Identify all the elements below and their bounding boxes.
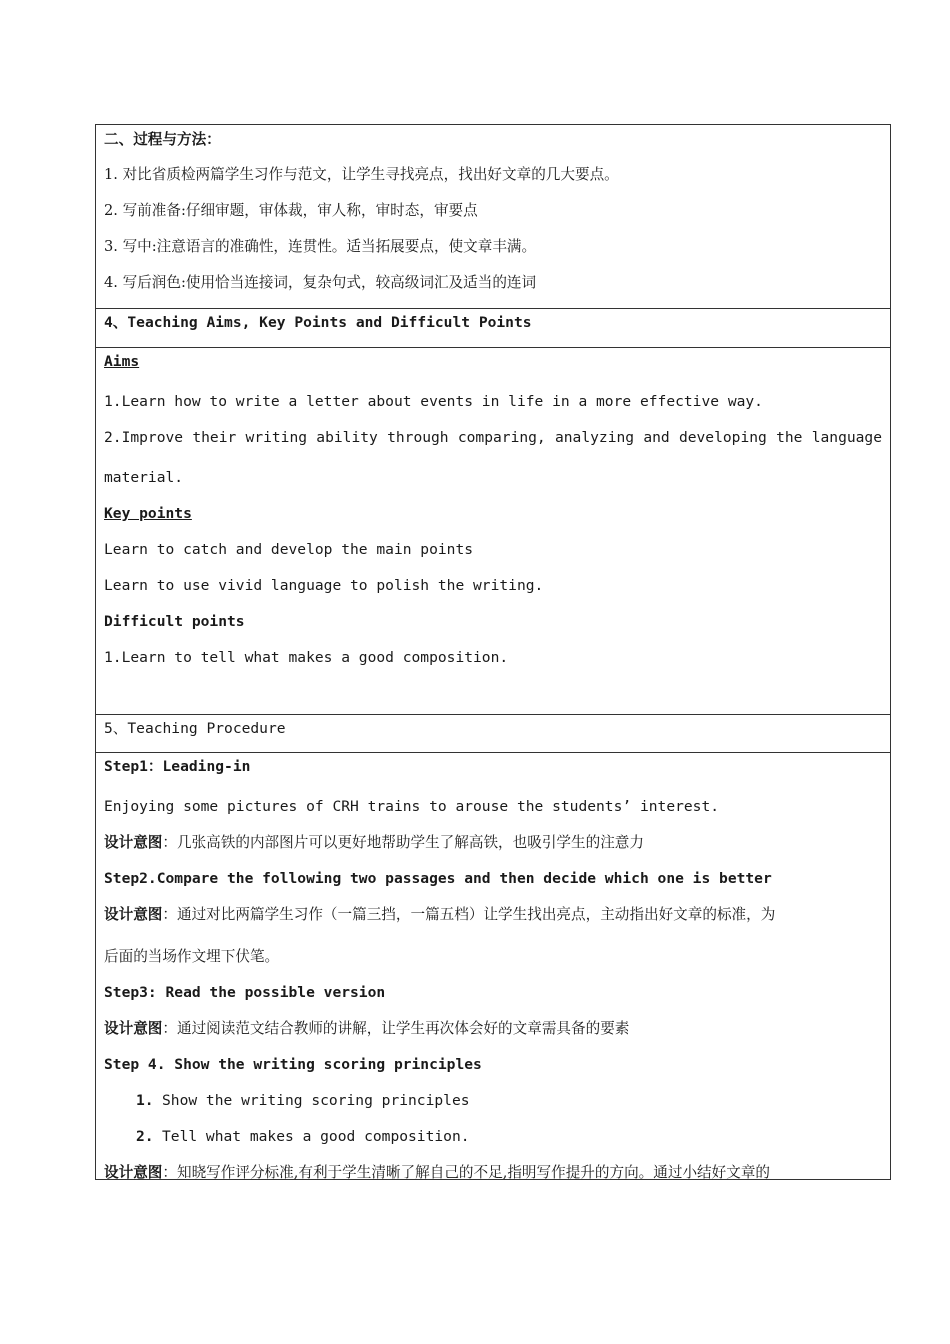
step4-list-item bbox=[104, 1083, 882, 1119]
step2-title: Step2.Compare the following two passages and then decide which one is better bbox=[104, 870, 772, 887]
step4-list-item bbox=[104, 1119, 882, 1155]
process-methods-heading: 二、过程与方法： bbox=[104, 131, 221, 148]
step2-intent-line1 bbox=[104, 897, 882, 933]
difficult-point-item: 1.Learn to tell what makes a good composition. bbox=[104, 649, 509, 666]
intent-text: ：几张高铁的内部图片可以更好地帮助学生了解高铁，也吸引学生的注意力 bbox=[162, 834, 644, 851]
step4-intent bbox=[104, 1155, 882, 1191]
process-methods-section bbox=[96, 125, 890, 308]
process-item: 3. 写中:注意语言的准确性，连贯性。适当拓展要点，使文章丰满。 bbox=[104, 238, 537, 255]
step4-title: Step 4. Show the writing scoring principles bbox=[104, 1056, 482, 1073]
aim-item-line1: 2.Improve their writing ability through comparing, analyzing and developing the language bbox=[104, 429, 882, 446]
key-point-item: Learn to use vivid language to polish the writing. bbox=[104, 577, 544, 594]
teaching-aims-section bbox=[96, 347, 890, 714]
aim-item-line2: material. bbox=[104, 469, 184, 486]
teaching-aims-header-row bbox=[96, 308, 890, 347]
list-number: 2. bbox=[136, 1128, 154, 1145]
teaching-procedure-section bbox=[96, 752, 890, 1179]
intent-label: 设计意图 bbox=[104, 1020, 163, 1037]
intent-label: 设计意图 bbox=[104, 1164, 163, 1181]
teaching-aims-header: 4、Teaching Aims, Key Points and Difficult Points bbox=[104, 314, 532, 331]
step3-title: Step3: Read the possible version bbox=[104, 984, 386, 1001]
process-item: 2. 写前准备:仔细审题，审体裁，审人称，审时态，审要点 bbox=[104, 202, 478, 219]
lesson-plan-table bbox=[95, 124, 891, 1180]
key-point-item: Learn to catch and develop the main points bbox=[104, 541, 474, 558]
difficult-points-label: Difficult points bbox=[104, 613, 245, 630]
key-points-label: Key points bbox=[104, 505, 192, 522]
step1-text: Enjoying some pictures of CRH trains to arouse the students’ interest. bbox=[104, 798, 720, 815]
teaching-procedure-header: 5、Teaching Procedure bbox=[104, 720, 286, 737]
intent-label: 设计意图 bbox=[104, 906, 163, 923]
step2-intent-line2: 后面的当场作文埋下伏笔。 bbox=[104, 948, 280, 965]
step1-intent bbox=[104, 825, 882, 861]
step3-intent bbox=[104, 1011, 882, 1047]
aims-label: Aims bbox=[104, 353, 140, 370]
process-item: 4. 写后润色:使用恰当连接词，复杂句式，较高级词汇及适当的连词 bbox=[104, 274, 537, 291]
list-text: Show the writing scoring principles bbox=[162, 1092, 470, 1109]
step1-title: Step1：Leading-in bbox=[104, 758, 251, 775]
intent-text: ：通过对比两篇学生习作（一篇三挡，一篇五档）让学生找出亮点，主动指出好文章的标准，为 bbox=[162, 906, 776, 923]
intent-text: ：知晓写作评分标准,有利于学生清晰了解自己的不足,指明写作提升的方向。通过小结好文章的 bbox=[162, 1164, 771, 1181]
list-text: Tell what makes a good composition. bbox=[162, 1128, 470, 1145]
list-number: 1. bbox=[136, 1092, 154, 1109]
intent-text: ：通过阅读范文结合教师的讲解，让学生再次体会好的文章需具备的要素 bbox=[162, 1020, 630, 1037]
aim-item: 1.Learn how to write a letter about events in life in a more effective way. bbox=[104, 393, 763, 410]
teaching-procedure-header-row bbox=[96, 714, 890, 752]
intent-label: 设计意图 bbox=[104, 834, 163, 851]
process-item: 1. 对比省质检两篇学生习作与范文，让学生寻找亮点，找出好文章的几大要点。 bbox=[104, 166, 619, 183]
